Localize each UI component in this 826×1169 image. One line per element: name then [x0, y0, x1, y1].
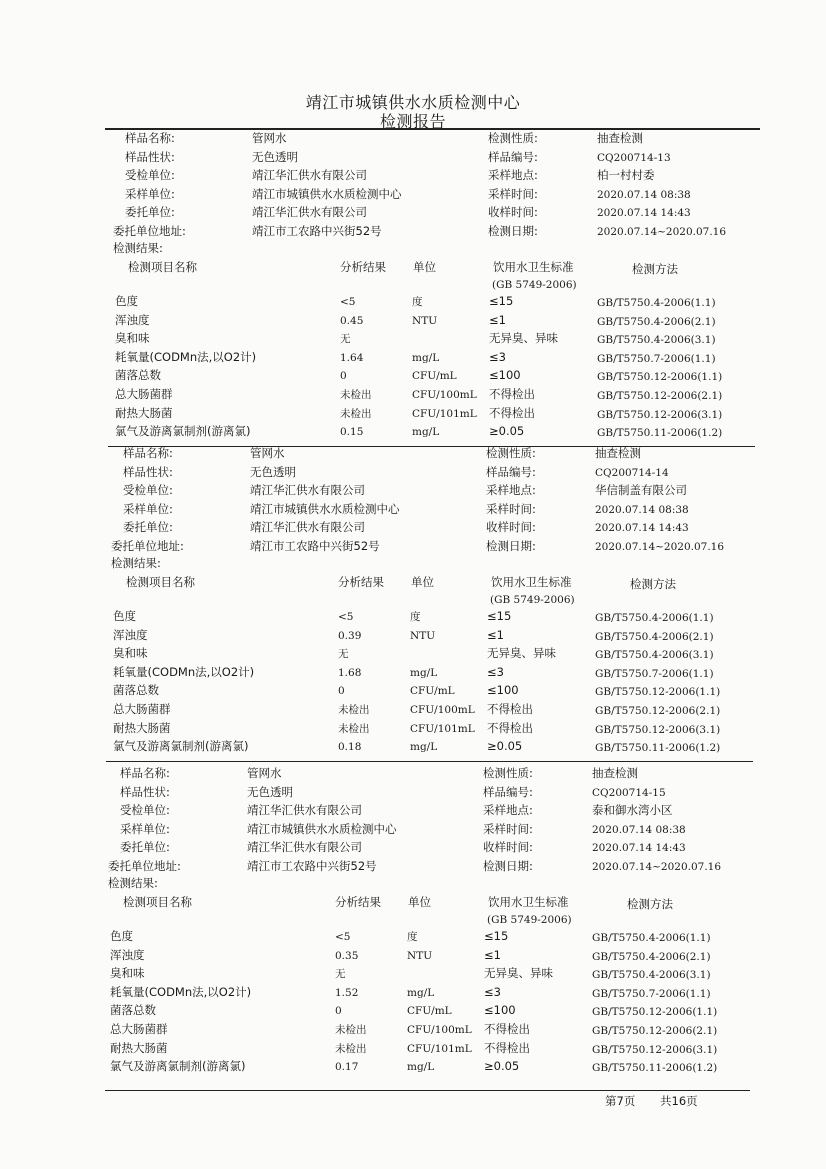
info-value-client-address: 靖江市工农路中兴街52号	[247, 858, 377, 873]
cell-result: <5	[340, 296, 356, 308]
info-value-sample-state: 无色透明	[250, 464, 296, 479]
cell-standard: ≤1	[487, 627, 504, 642]
cell-method: GB/T5750.4-2006(2.1)	[597, 315, 716, 328]
cell-item: 臭和味	[113, 646, 148, 661]
info-value-client-unit: 靖江华汇供水有限公司	[250, 520, 365, 534]
cell-result: 未检出	[338, 704, 370, 716]
info-label-inspected-unit: 受检单位:	[125, 168, 175, 182]
org-title: 靖江市城镇供水水质检测中心	[305, 93, 521, 112]
cell-method: GB/T5750.4-2006(3.1)	[595, 649, 714, 662]
info-label-sample-name: 样品名称:	[120, 766, 170, 780]
col-header-standard: 饮用水卫生标准	[491, 575, 572, 589]
cell-method: GB/T5750.4-2006(3.1)	[592, 969, 711, 982]
col-header-method: 检测方法	[630, 577, 676, 591]
cell-result: 0.15	[340, 426, 364, 439]
cell-result: 未检出	[335, 1024, 367, 1036]
cell-unit: 度	[407, 931, 418, 943]
cell-method: GB/T5750.7-2006(1.1)	[592, 987, 711, 1000]
info-label-client-address: 委托单位地址:	[111, 538, 184, 553]
info-value-inspection-type: 抽查检测	[595, 446, 641, 460]
cell-standard: ≤15	[489, 294, 514, 308]
cell-result: 未检出	[335, 1042, 367, 1055]
col-header-item: 检测项目名称	[126, 575, 195, 589]
cell-unit: 度	[412, 296, 423, 308]
info-label-client-unit: 委托单位:	[123, 520, 173, 534]
cell-standard: ≤100	[487, 683, 519, 698]
cell-result: 无	[338, 648, 349, 661]
cell-item: 浑浊度	[113, 627, 148, 642]
info-label-inspection-type: 检测性质:	[486, 446, 536, 460]
cell-unit: CFU/101mL	[407, 1042, 472, 1055]
col-header-result: 分析结果	[340, 260, 386, 274]
cell-unit: CFU/101mL	[410, 722, 475, 735]
cell-result: 0.18	[338, 741, 362, 754]
cell-result: 1.68	[338, 666, 362, 679]
info-label-sampling-site: 采样地点:	[486, 483, 536, 497]
cell-standard: ≤3	[489, 349, 506, 364]
cell-standard: 不得检出	[487, 720, 533, 735]
cell-standard: ≥0.05	[487, 739, 523, 754]
cell-item: 浑浊度	[115, 312, 150, 327]
info-value-sample-name: 管网水	[250, 446, 285, 460]
cell-standard: 不得检出	[489, 405, 535, 420]
cell-standard: ≥0.05	[484, 1059, 520, 1074]
cell-item: 氯气及游离氯制剂(游离氯)	[115, 424, 251, 439]
page-total: 共16页	[660, 1094, 698, 1108]
info-label-test-date: 检测日期:	[488, 223, 538, 238]
results-label: 检测结果:	[113, 241, 163, 255]
col-header-standard-code: (GB 5749-2006)	[487, 914, 572, 926]
info-label-client-unit: 委托单位:	[125, 205, 175, 219]
col-header-unit: 单位	[413, 260, 436, 274]
section-divider	[108, 446, 755, 447]
info-label-sample-no: 样品编号:	[488, 149, 538, 164]
col-header-standard: 饮用水卫生标准	[493, 260, 574, 274]
info-value-sampling-unit: 靖江市城镇供水水质检测中心	[250, 501, 400, 516]
cell-unit: mg/L	[412, 426, 440, 439]
col-header-result: 分析结果	[335, 895, 381, 909]
col-header-item: 检测项目名称	[128, 260, 197, 274]
cell-item: 耗氧量(CODMn法,以O2计)	[113, 664, 255, 679]
info-value-sampling-site: 泰和御水湾小区	[592, 803, 673, 817]
cell-unit: CFU/mL	[407, 1005, 452, 1018]
info-label-sampling-time: 采样时间:	[488, 186, 538, 201]
info-label-inspection-type: 检测性质:	[483, 766, 533, 780]
cell-item: 色度	[110, 929, 133, 943]
info-value-sampling-unit: 靖江市城镇供水水质检测中心	[247, 821, 397, 836]
info-value-sampling-site: 华信制盖有限公司	[595, 483, 687, 497]
col-header-standard-code: (GB 5749-2006)	[490, 594, 575, 606]
results-label: 检测结果:	[111, 556, 161, 570]
cell-method: GB/T5750.12-2006(1.1)	[595, 686, 721, 699]
col-header-unit: 单位	[408, 895, 431, 909]
col-header-method: 检测方法	[632, 262, 678, 276]
info-value-client-unit: 靖江华汇供水有限公司	[252, 205, 367, 219]
cell-unit: CFU/100mL	[412, 389, 477, 401]
info-value-inspected-unit: 靖江华汇供水有限公司	[247, 803, 362, 817]
info-label-sample-name: 样品名称:	[123, 446, 173, 460]
info-label-inspection-type: 检测性质:	[488, 131, 538, 145]
info-label-client-unit: 委托单位:	[120, 840, 170, 854]
cell-standard: 无异臭、异味	[489, 331, 558, 346]
info-value-sampling-unit: 靖江市城镇供水水质检测中心	[252, 186, 402, 201]
info-label-sampling-unit: 采样单位:	[120, 821, 170, 836]
cell-unit: mg/L	[412, 351, 440, 364]
cell-standard: 无异臭、异味	[484, 966, 553, 981]
cell-method: GB/T5750.4-2006(2.1)	[592, 950, 711, 963]
info-value-sample-no: CQ200714-15	[592, 786, 666, 799]
results-label: 检测结果:	[108, 876, 158, 890]
cell-method: GB/T5750.12-2006(2.1)	[592, 1025, 718, 1037]
cell-method: GB/T5750.7-2006(1.1)	[597, 352, 716, 365]
cell-result: 0.45	[340, 314, 364, 327]
info-label-receive-time: 收样时间:	[486, 520, 536, 534]
cell-standard: 不得检出	[484, 1040, 530, 1055]
cell-method: GB/T5750.12-2006(3.1)	[595, 723, 721, 736]
info-label-client-address: 委托单位地址:	[108, 858, 181, 873]
col-header-standard-code: (GB 5749-2006)	[492, 279, 577, 291]
cell-result: 1.64	[340, 351, 364, 364]
info-value-sampling-time: 2020.07.14 08:38	[595, 503, 689, 516]
cell-result: <5	[335, 931, 351, 943]
cell-result: 无	[340, 333, 351, 346]
report-title: 检测报告	[379, 112, 446, 131]
cell-standard: ≤1	[484, 947, 501, 962]
cell-unit: CFU/mL	[412, 370, 457, 383]
cell-method: GB/T5750.4-2006(3.1)	[597, 334, 716, 347]
info-label-sample-no: 样品编号:	[483, 784, 533, 799]
info-value-client-address: 靖江市工农路中兴街52号	[252, 223, 382, 238]
cell-unit: CFU/100mL	[407, 1024, 472, 1036]
info-value-test-date: 2020.07.14~2020.07.16	[597, 225, 727, 238]
cell-item: 总大肠菌群	[115, 387, 173, 401]
info-value-sampling-site: 柏一村村委	[597, 168, 655, 182]
cell-unit: NTU	[407, 949, 433, 962]
cell-method: GB/T5750.4-2006(1.1)	[597, 297, 716, 309]
cell-item: 色度	[113, 609, 136, 623]
cell-standard: ≤100	[489, 368, 521, 383]
info-value-test-date: 2020.07.14~2020.07.16	[595, 540, 725, 553]
cell-standard: ≤100	[484, 1003, 516, 1018]
info-label-test-date: 检测日期:	[486, 538, 536, 553]
cell-method: GB/T5750.12-2006(3.1)	[592, 1043, 718, 1056]
cell-item: 总大肠菌群	[110, 1022, 168, 1036]
cell-result: 未检出	[340, 389, 372, 401]
cell-method: GB/T5750.11-2006(1.2)	[592, 1062, 718, 1075]
info-label-sample-no: 样品编号:	[486, 464, 536, 479]
info-label-test-date: 检测日期:	[483, 858, 533, 873]
cell-result: 0	[335, 1005, 342, 1018]
cell-unit: mg/L	[407, 986, 435, 999]
info-value-receive-time: 2020.07.14 14:43	[597, 207, 691, 219]
cell-result: 0	[338, 685, 345, 698]
cell-unit: CFU/100mL	[410, 704, 475, 716]
cell-standard: ≤15	[484, 929, 509, 943]
info-label-inspected-unit: 受检单位:	[123, 483, 173, 497]
info-label-sample-state: 样品性状:	[125, 149, 175, 164]
cell-standard: ≤1	[489, 312, 506, 327]
cell-result: <5	[338, 611, 354, 623]
info-value-sample-state: 无色透明	[247, 784, 293, 799]
cell-unit: NTU	[412, 314, 438, 327]
cell-standard: ≤15	[487, 609, 512, 623]
cell-method: GB/T5750.4-2006(1.1)	[595, 612, 714, 624]
cell-method: GB/T5750.12-2006(1.1)	[597, 371, 723, 384]
info-label-sampling-unit: 采样单位:	[123, 501, 173, 516]
cell-item: 臭和味	[110, 966, 145, 981]
info-label-receive-time: 收样时间:	[488, 205, 538, 219]
info-value-sampling-time: 2020.07.14 08:38	[592, 823, 686, 836]
footer-divider	[105, 1090, 750, 1091]
info-label-sampling-time: 采样时间:	[486, 501, 536, 516]
cell-standard: 无异臭、异味	[487, 646, 556, 661]
cell-method: GB/T5750.4-2006(2.1)	[595, 630, 714, 643]
header-divider	[105, 128, 760, 130]
cell-unit: mg/L	[410, 741, 438, 754]
cell-method: GB/T5750.12-2006(1.1)	[592, 1006, 718, 1019]
cell-unit: CFU/mL	[410, 685, 455, 698]
section-divider	[106, 761, 753, 762]
cell-item: 臭和味	[115, 331, 150, 346]
cell-method: GB/T5750.12-2006(3.1)	[597, 408, 723, 421]
info-value-inspection-type: 抽查检测	[597, 131, 643, 145]
cell-standard: ≤3	[484, 984, 501, 999]
cell-standard: 不得检出	[489, 387, 535, 401]
cell-unit: 度	[410, 611, 421, 623]
info-value-inspected-unit: 靖江华汇供水有限公司	[250, 483, 365, 497]
info-value-client-address: 靖江市工农路中兴街52号	[250, 538, 380, 553]
info-value-inspected-unit: 靖江华汇供水有限公司	[252, 168, 367, 182]
cell-item: 菌落总数	[113, 683, 159, 698]
info-value-sample-name: 管网水	[252, 131, 287, 145]
info-label-sampling-time: 采样时间:	[483, 821, 533, 836]
info-value-sample-no: CQ200714-13	[597, 151, 671, 164]
cell-standard: ≤3	[487, 664, 504, 679]
info-value-inspection-type: 抽查检测	[592, 766, 638, 780]
cell-standard: 不得检出	[484, 1022, 530, 1036]
info-value-client-unit: 靖江华汇供水有限公司	[247, 840, 362, 854]
cell-method: GB/T5750.11-2006(1.2)	[597, 427, 723, 440]
info-value-sampling-time: 2020.07.14 08:38	[597, 188, 691, 201]
cell-method: GB/T5750.12-2006(2.1)	[595, 705, 721, 717]
cell-result: 1.52	[335, 986, 359, 999]
col-header-result: 分析结果	[338, 575, 384, 589]
info-label-sampling-site: 采样地点:	[483, 803, 533, 817]
cell-result: 未检出	[338, 722, 370, 735]
col-header-method: 检测方法	[627, 897, 673, 911]
cell-method: GB/T5750.7-2006(1.1)	[595, 667, 714, 680]
info-value-receive-time: 2020.07.14 14:43	[592, 842, 686, 854]
cell-result: 0.35	[335, 949, 359, 962]
info-label-sampling-unit: 采样单位:	[125, 186, 175, 201]
cell-item: 耗氧量(CODMn法,以O2计)	[110, 984, 252, 999]
col-header-unit: 单位	[411, 575, 434, 589]
cell-item: 耗氧量(CODMn法,以O2计)	[115, 349, 257, 364]
info-label-sample-state: 样品性状:	[123, 464, 173, 479]
info-value-receive-time: 2020.07.14 14:43	[595, 522, 689, 534]
cell-item: 菌落总数	[115, 368, 161, 383]
cell-result: 未检出	[340, 407, 372, 420]
cell-unit: CFU/101mL	[412, 407, 477, 420]
info-value-sample-no: CQ200714-14	[595, 466, 669, 479]
cell-item: 浑浊度	[110, 947, 145, 962]
cell-item: 菌落总数	[110, 1003, 156, 1018]
page-number: 第7页	[605, 1094, 636, 1108]
info-label-receive-time: 收样时间:	[483, 840, 533, 854]
cell-unit: NTU	[410, 629, 436, 642]
cell-item: 耐热大肠菌	[110, 1040, 168, 1055]
cell-method: GB/T5750.12-2006(2.1)	[597, 390, 723, 402]
cell-unit: mg/L	[407, 1061, 435, 1074]
cell-item: 氯气及游离氯制剂(游离氯)	[113, 739, 249, 754]
cell-method: GB/T5750.4-2006(1.1)	[592, 932, 711, 944]
info-label-sampling-site: 采样地点:	[488, 168, 538, 182]
cell-item: 总大肠菌群	[113, 702, 171, 716]
info-label-sample-state: 样品性状:	[120, 784, 170, 799]
cell-item: 耐热大肠菌	[113, 720, 171, 735]
info-value-test-date: 2020.07.14~2020.07.16	[592, 860, 722, 873]
cell-result: 0	[340, 370, 347, 383]
cell-method: GB/T5750.11-2006(1.2)	[595, 742, 721, 755]
info-value-sample-name: 管网水	[247, 766, 282, 780]
cell-unit: mg/L	[410, 666, 438, 679]
cell-result: 0.39	[338, 629, 362, 642]
cell-item: 氯气及游离氯制剂(游离氯)	[110, 1059, 246, 1074]
cell-standard: ≥0.05	[489, 424, 525, 439]
cell-item: 色度	[115, 294, 138, 308]
info-label-client-address: 委托单位地址:	[113, 223, 186, 238]
cell-standard: 不得检出	[487, 702, 533, 716]
info-label-sample-name: 样品名称:	[125, 131, 175, 145]
cell-result: 无	[335, 968, 346, 981]
cell-item: 耐热大肠菌	[115, 405, 173, 420]
cell-result: 0.17	[335, 1061, 359, 1074]
info-label-inspected-unit: 受检单位:	[120, 803, 170, 817]
col-header-standard: 饮用水卫生标准	[488, 895, 569, 909]
col-header-item: 检测项目名称	[123, 895, 192, 909]
info-value-sample-state: 无色透明	[252, 149, 298, 164]
